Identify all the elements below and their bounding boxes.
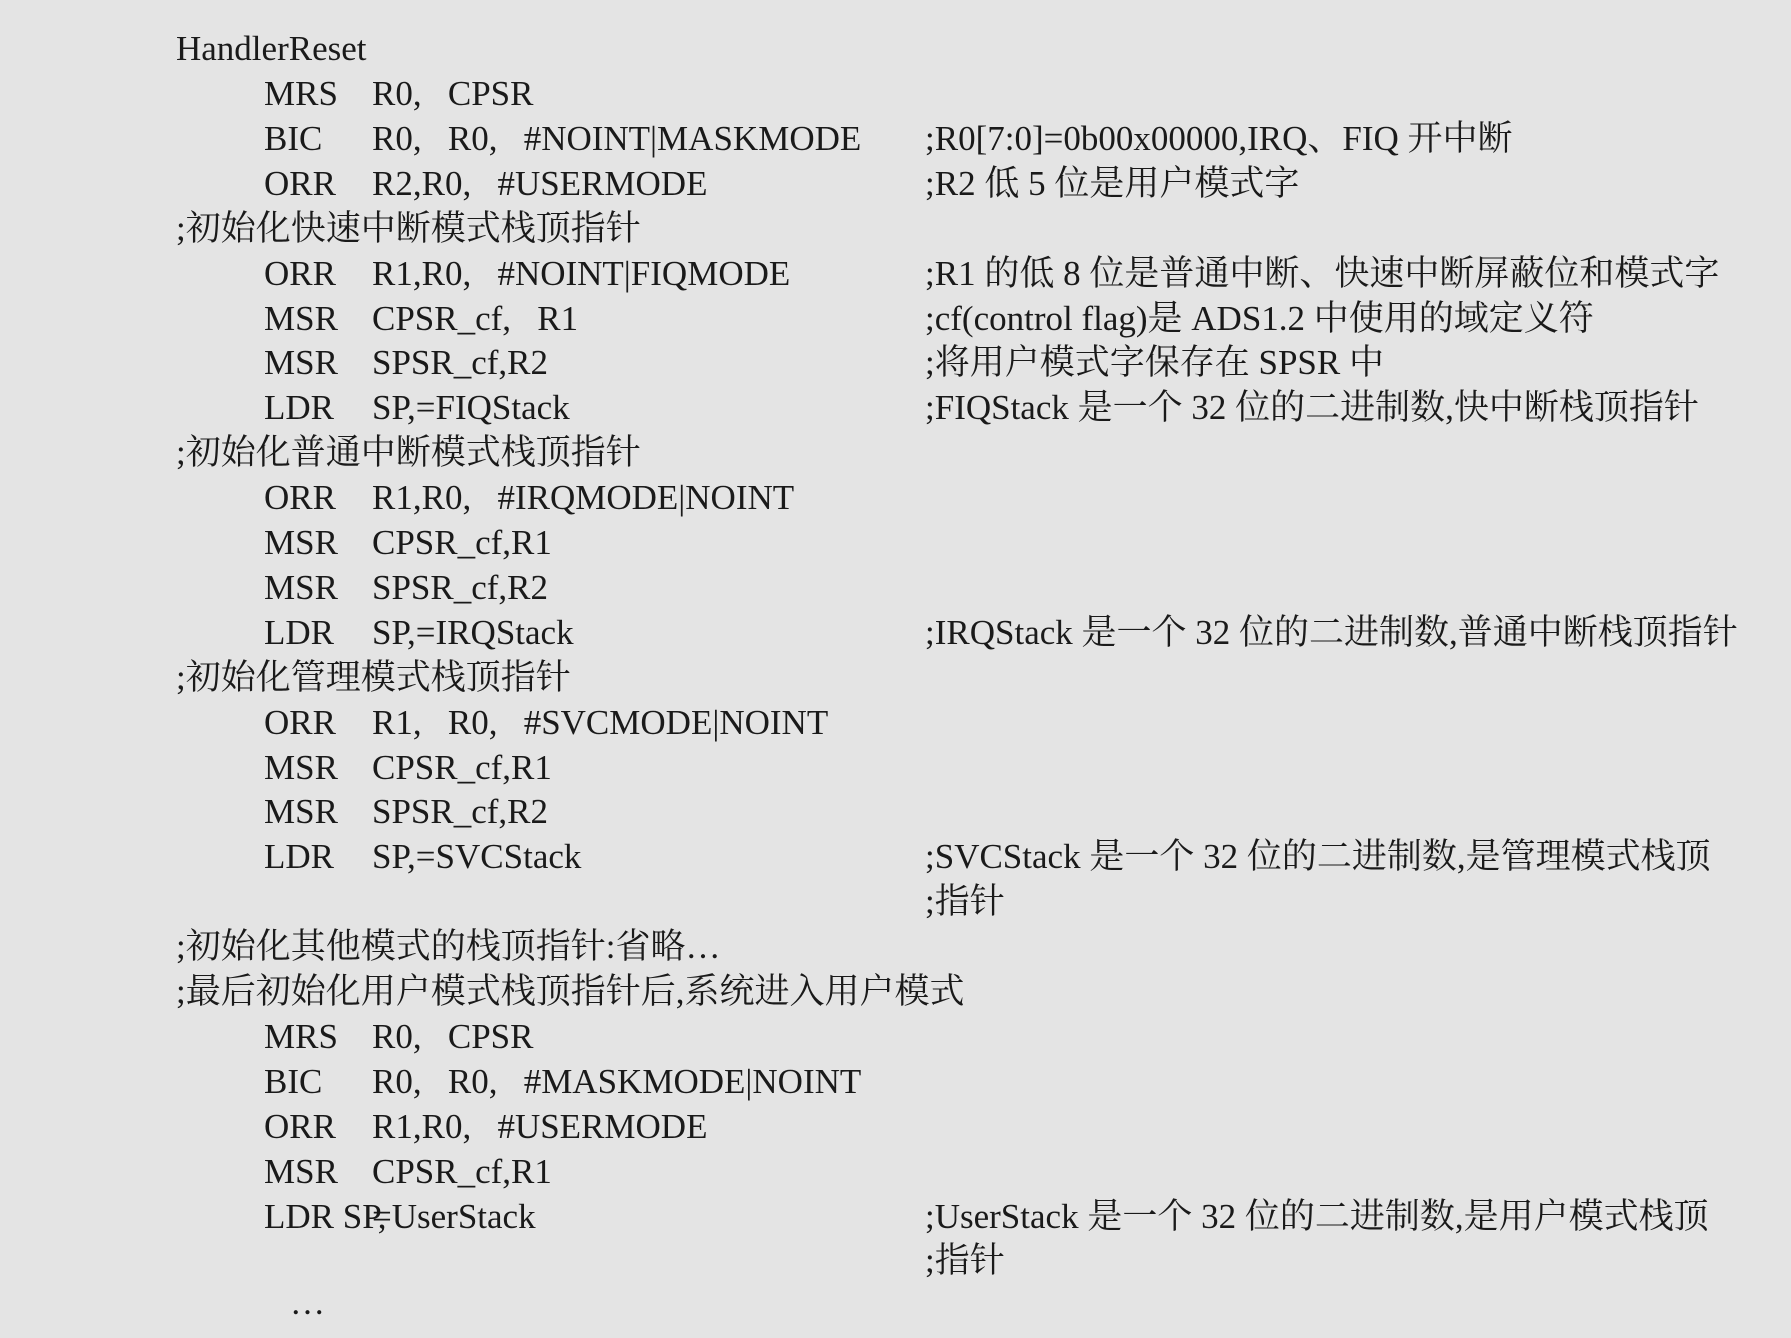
inline-comment: ;UserStack 是一个 32 位的二进制数,是用户模式栈顶 [925, 1197, 1709, 1236]
inline-comment: ;R2 低 5 位是用户模式字 [925, 164, 1300, 203]
operands: SPSR_cf,R2 [372, 792, 549, 831]
operands: CPSR_cf,R1 [372, 1152, 552, 1191]
code-line [0, 1059, 1791, 1104]
operands: R1,R0, #IRQMODE|NOINT [372, 478, 795, 517]
code-line [0, 1149, 1791, 1194]
handler-label: HandlerReset [176, 29, 367, 68]
instruction [264, 1194, 536, 1239]
code-line [0, 296, 1791, 341]
code-line [0, 71, 1791, 116]
inline-comment: ;指针 [925, 882, 1005, 921]
instruction [264, 251, 790, 296]
opcode: MSR [264, 343, 338, 382]
inline-comment: ;cf(control flag)是 ADS1.2 中使用的域定义符 [925, 299, 1594, 338]
code-line [0, 1014, 1791, 1059]
operands: SP,=FIQStack [372, 388, 570, 427]
section-comment: ;最后初始化用户模式栈顶指针后,系统进入用户模式 [176, 972, 965, 1011]
instruction [264, 71, 533, 116]
opcode: MRS [264, 74, 338, 113]
operands: R0, CPSR [372, 1017, 534, 1056]
instruction [264, 789, 548, 834]
instruction [264, 745, 552, 790]
opcode: BIC [264, 1062, 323, 1101]
code-line [0, 1104, 1791, 1149]
operands: =UserStack [372, 1197, 536, 1236]
operands: R1,R0, #USERMODE [372, 1107, 708, 1146]
inline-comment: ;IRQStack 是一个 32 位的二进制数,普通中断栈顶指针 [925, 613, 1738, 652]
code-line [0, 745, 1791, 790]
section-comment-line [0, 969, 1791, 1014]
instruction [264, 116, 861, 161]
code-line [0, 251, 1791, 296]
section-comment: ;初始化其他模式的栈顶指针:省略… [176, 927, 721, 966]
inline-comment: ;FIQStack 是一个 32 位的二进制数,快中断栈顶指针 [925, 388, 1699, 427]
instruction [264, 1059, 861, 1104]
code-line [0, 1238, 1791, 1283]
instruction [264, 1149, 552, 1194]
opcode: LDR [264, 837, 334, 876]
section-comment-line [0, 924, 1791, 969]
operands: R0, CPSR [372, 74, 534, 113]
code-line [0, 161, 1791, 206]
instruction [264, 879, 372, 924]
listing-title-line [0, 26, 1791, 71]
opcode: ORR [264, 703, 336, 742]
instruction [264, 1014, 533, 1059]
inline-comment: ;指针 [925, 1241, 1005, 1280]
code-line [0, 834, 1791, 879]
opcode: MSR [264, 568, 338, 607]
section-comment: ;初始化管理模式栈顶指针 [176, 658, 571, 697]
section-comment-line [0, 206, 1791, 251]
opcode: ORR [264, 164, 336, 203]
opcode: ORR [264, 478, 336, 517]
code-line [0, 116, 1791, 161]
opcode: LDR SP, [264, 1197, 387, 1236]
code-line [0, 565, 1791, 610]
inline-comment: ;SVCStack 是一个 32 位的二进制数,是管理模式栈顶 [925, 837, 1711, 876]
section-comment: ;初始化普通中断模式栈顶指针 [176, 433, 641, 472]
ellipsis-line [0, 1280, 1791, 1325]
instruction [264, 1238, 372, 1283]
instruction [264, 610, 574, 655]
code-line [0, 1194, 1791, 1239]
operands: CPSR_cf, R1 [372, 299, 579, 338]
inline-comment: ;R0[7:0]=0b00x00000,IRQ、FIQ 开中断 [925, 119, 1513, 158]
inline-comment: ;将用户模式字保存在 SPSR 中 [925, 343, 1384, 382]
instruction [264, 700, 828, 745]
opcode: ORR [264, 1107, 336, 1146]
operands: CPSR_cf,R1 [372, 523, 552, 562]
opcode: MSR [264, 523, 338, 562]
instruction [264, 161, 707, 206]
instruction [264, 296, 578, 341]
instruction [264, 385, 570, 430]
opcode: BIC [264, 119, 323, 158]
instruction [264, 340, 548, 385]
code-line [0, 385, 1791, 430]
code-line [0, 610, 1791, 655]
section-comment-line [0, 655, 1791, 700]
opcode: LDR [264, 613, 334, 652]
instruction [264, 1104, 707, 1149]
opcode: MSR [264, 748, 338, 787]
instruction [264, 520, 552, 565]
operands: SP,=IRQStack [372, 613, 574, 652]
instruction [264, 565, 548, 610]
code-line [0, 879, 1791, 924]
operands: R2,R0, #USERMODE [372, 164, 708, 203]
operands: SPSR_cf,R2 [372, 568, 549, 607]
code-line [0, 700, 1791, 745]
code-line [0, 789, 1791, 834]
opcode: LDR [264, 388, 334, 427]
operands: R1, R0, #SVCMODE|NOINT [372, 703, 829, 742]
opcode: MSR [264, 299, 338, 338]
operands: CPSR_cf,R1 [372, 748, 552, 787]
opcode: MRS [264, 1017, 338, 1056]
code-line [0, 475, 1791, 520]
opcode: MSR [264, 1152, 338, 1191]
continuation-ellipsis: … [290, 1283, 325, 1322]
code-line [0, 520, 1791, 565]
operands: R0, R0, #MASKMODE|NOINT [372, 1062, 862, 1101]
section-comment-line [0, 430, 1791, 475]
instruction [264, 475, 794, 520]
opcode: MSR [264, 792, 338, 831]
operands: SP,=SVCStack [372, 837, 582, 876]
operands: SPSR_cf,R2 [372, 343, 549, 382]
inline-comment: ;R1 的低 8 位是普通中断、快速中断屏蔽位和模式字 [925, 254, 1720, 293]
instruction [264, 834, 581, 879]
operands: R1,R0, #NOINT|FIQMODE [372, 254, 791, 293]
opcode: ORR [264, 254, 336, 293]
operands: R0, R0, #NOINT|MASKMODE [372, 119, 862, 158]
code-line [0, 340, 1791, 385]
section-comment: ;初始化快速中断模式栈顶指针 [176, 209, 641, 248]
